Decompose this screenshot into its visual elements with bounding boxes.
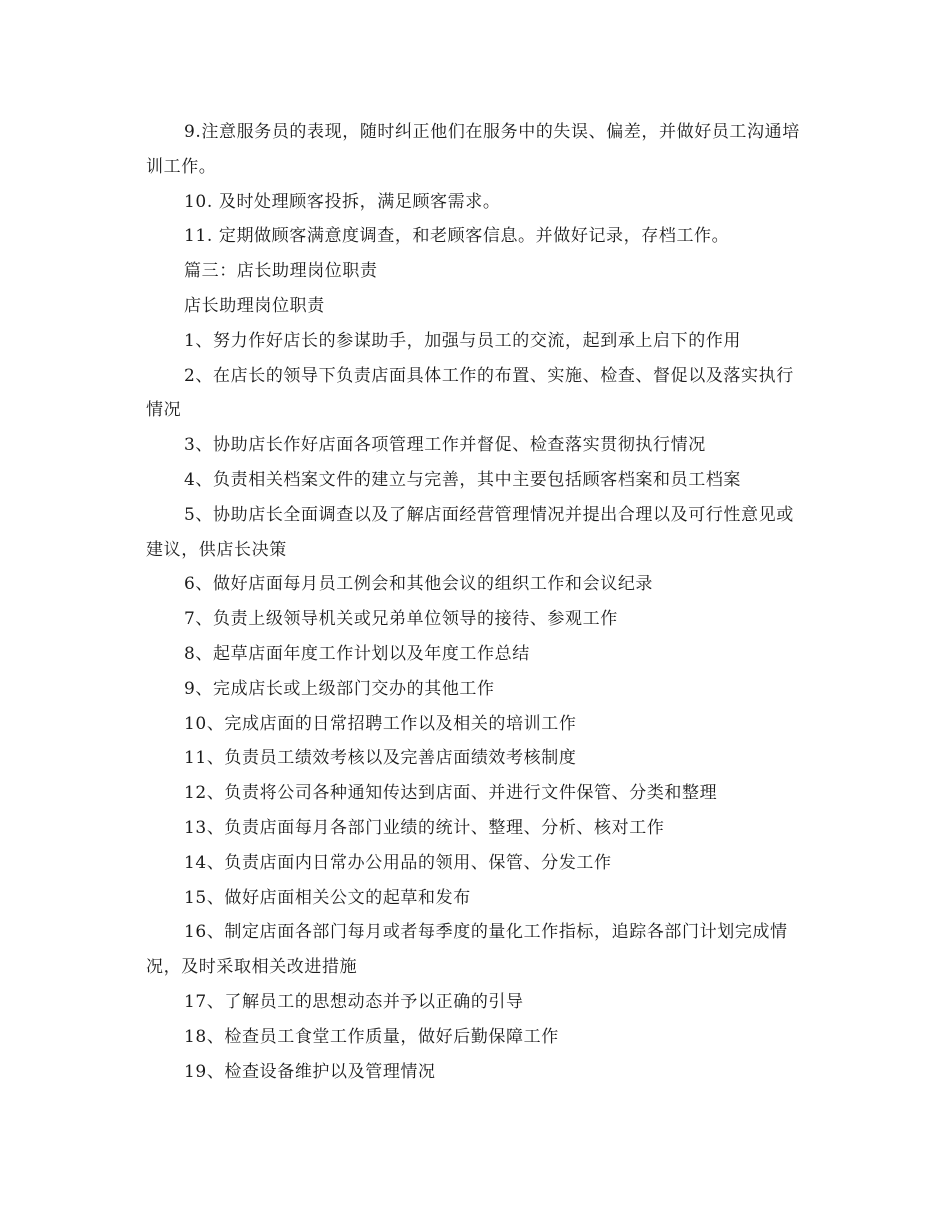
paragraph-item-9-service: 9.注意服务员的表现，随时纠正他们在服务中的失误、偏差，并做好员工沟通培训工作。: [146, 122, 800, 177]
duty-item: 6、做好店面每月员工例会和其他会议的组织工作和会议纪录: [184, 574, 654, 595]
duty-item: 2、在店长的领导下负责店面具体工作的布置、实施、检查、督促以及落实执行情况: [146, 365, 794, 421]
duty-item: 8、起草店面年度工作计划以及年度工作总结: [184, 643, 530, 664]
duty-item: 14、负责店面内日常办公用品的领用、保管、分发工作: [184, 852, 612, 873]
paragraph-item-10-complaints: 10. 及时处理顾客投拆，满足顾客需求。: [184, 191, 501, 212]
duty-item: 17、了解员工的思想动态并予以正确的引导: [184, 991, 524, 1012]
duty-item: 13、负责店面每月各部门业绩的统计、整理、分析、核对工作: [184, 817, 665, 838]
document-body: [146, 115, 811, 1089]
duty-item: 16、制定店面各部门每月或者每季度的量化工作指标，追踪各部门计划完成情况，及时采取相关改进措施: [146, 922, 788, 978]
duty-item: 5、协助店长全面调查以及了解店面经营管理情况并提出合理以及可行性意见或建议，供店长决策: [146, 504, 794, 560]
duty-item: 19、检查设备维护以及管理情况: [184, 1061, 436, 1082]
duty-item: 11、负责员工绩效考核以及完善店面绩效考核制度: [184, 748, 577, 769]
duty-item: 12、负责将公司各种通知传达到店面、并进行文件保管、分类和整理: [184, 783, 718, 804]
duty-item: 1、努力作好店长的参谋助手，加强与员工的交流，起到承上启下的作用: [184, 330, 742, 351]
duty-item: 15、做好店面相关公文的起草和发布: [184, 887, 471, 908]
duty-item: 4、负责相关档案文件的建立与完善，其中主要包括顾客档案和员工档案: [184, 469, 742, 490]
paragraph-item-11-survey: 11. 定期做顾客满意度调查，和老顾客信息。并做好记录，存档工作。: [184, 226, 730, 247]
duty-item: 7、负责上级领导机关或兄弟单位领导的接待、参观工作: [184, 609, 618, 630]
duty-item: 18、检查员工食堂工作质量，做好后勤保障工作: [184, 1026, 559, 1047]
section-title: 店长助理岗位职责: [184, 295, 325, 316]
duty-item: 9、完成店长或上级部门交办的其他工作: [184, 678, 495, 699]
duty-item: 3、协助店长作好店面各项管理工作并督促、检查落实贯彻执行情况: [184, 435, 706, 456]
section-heading: 篇三：店长助理岗位职责: [184, 261, 378, 282]
duty-item: 10、完成店面的日常招聘工作以及相关的培训工作: [184, 713, 577, 734]
